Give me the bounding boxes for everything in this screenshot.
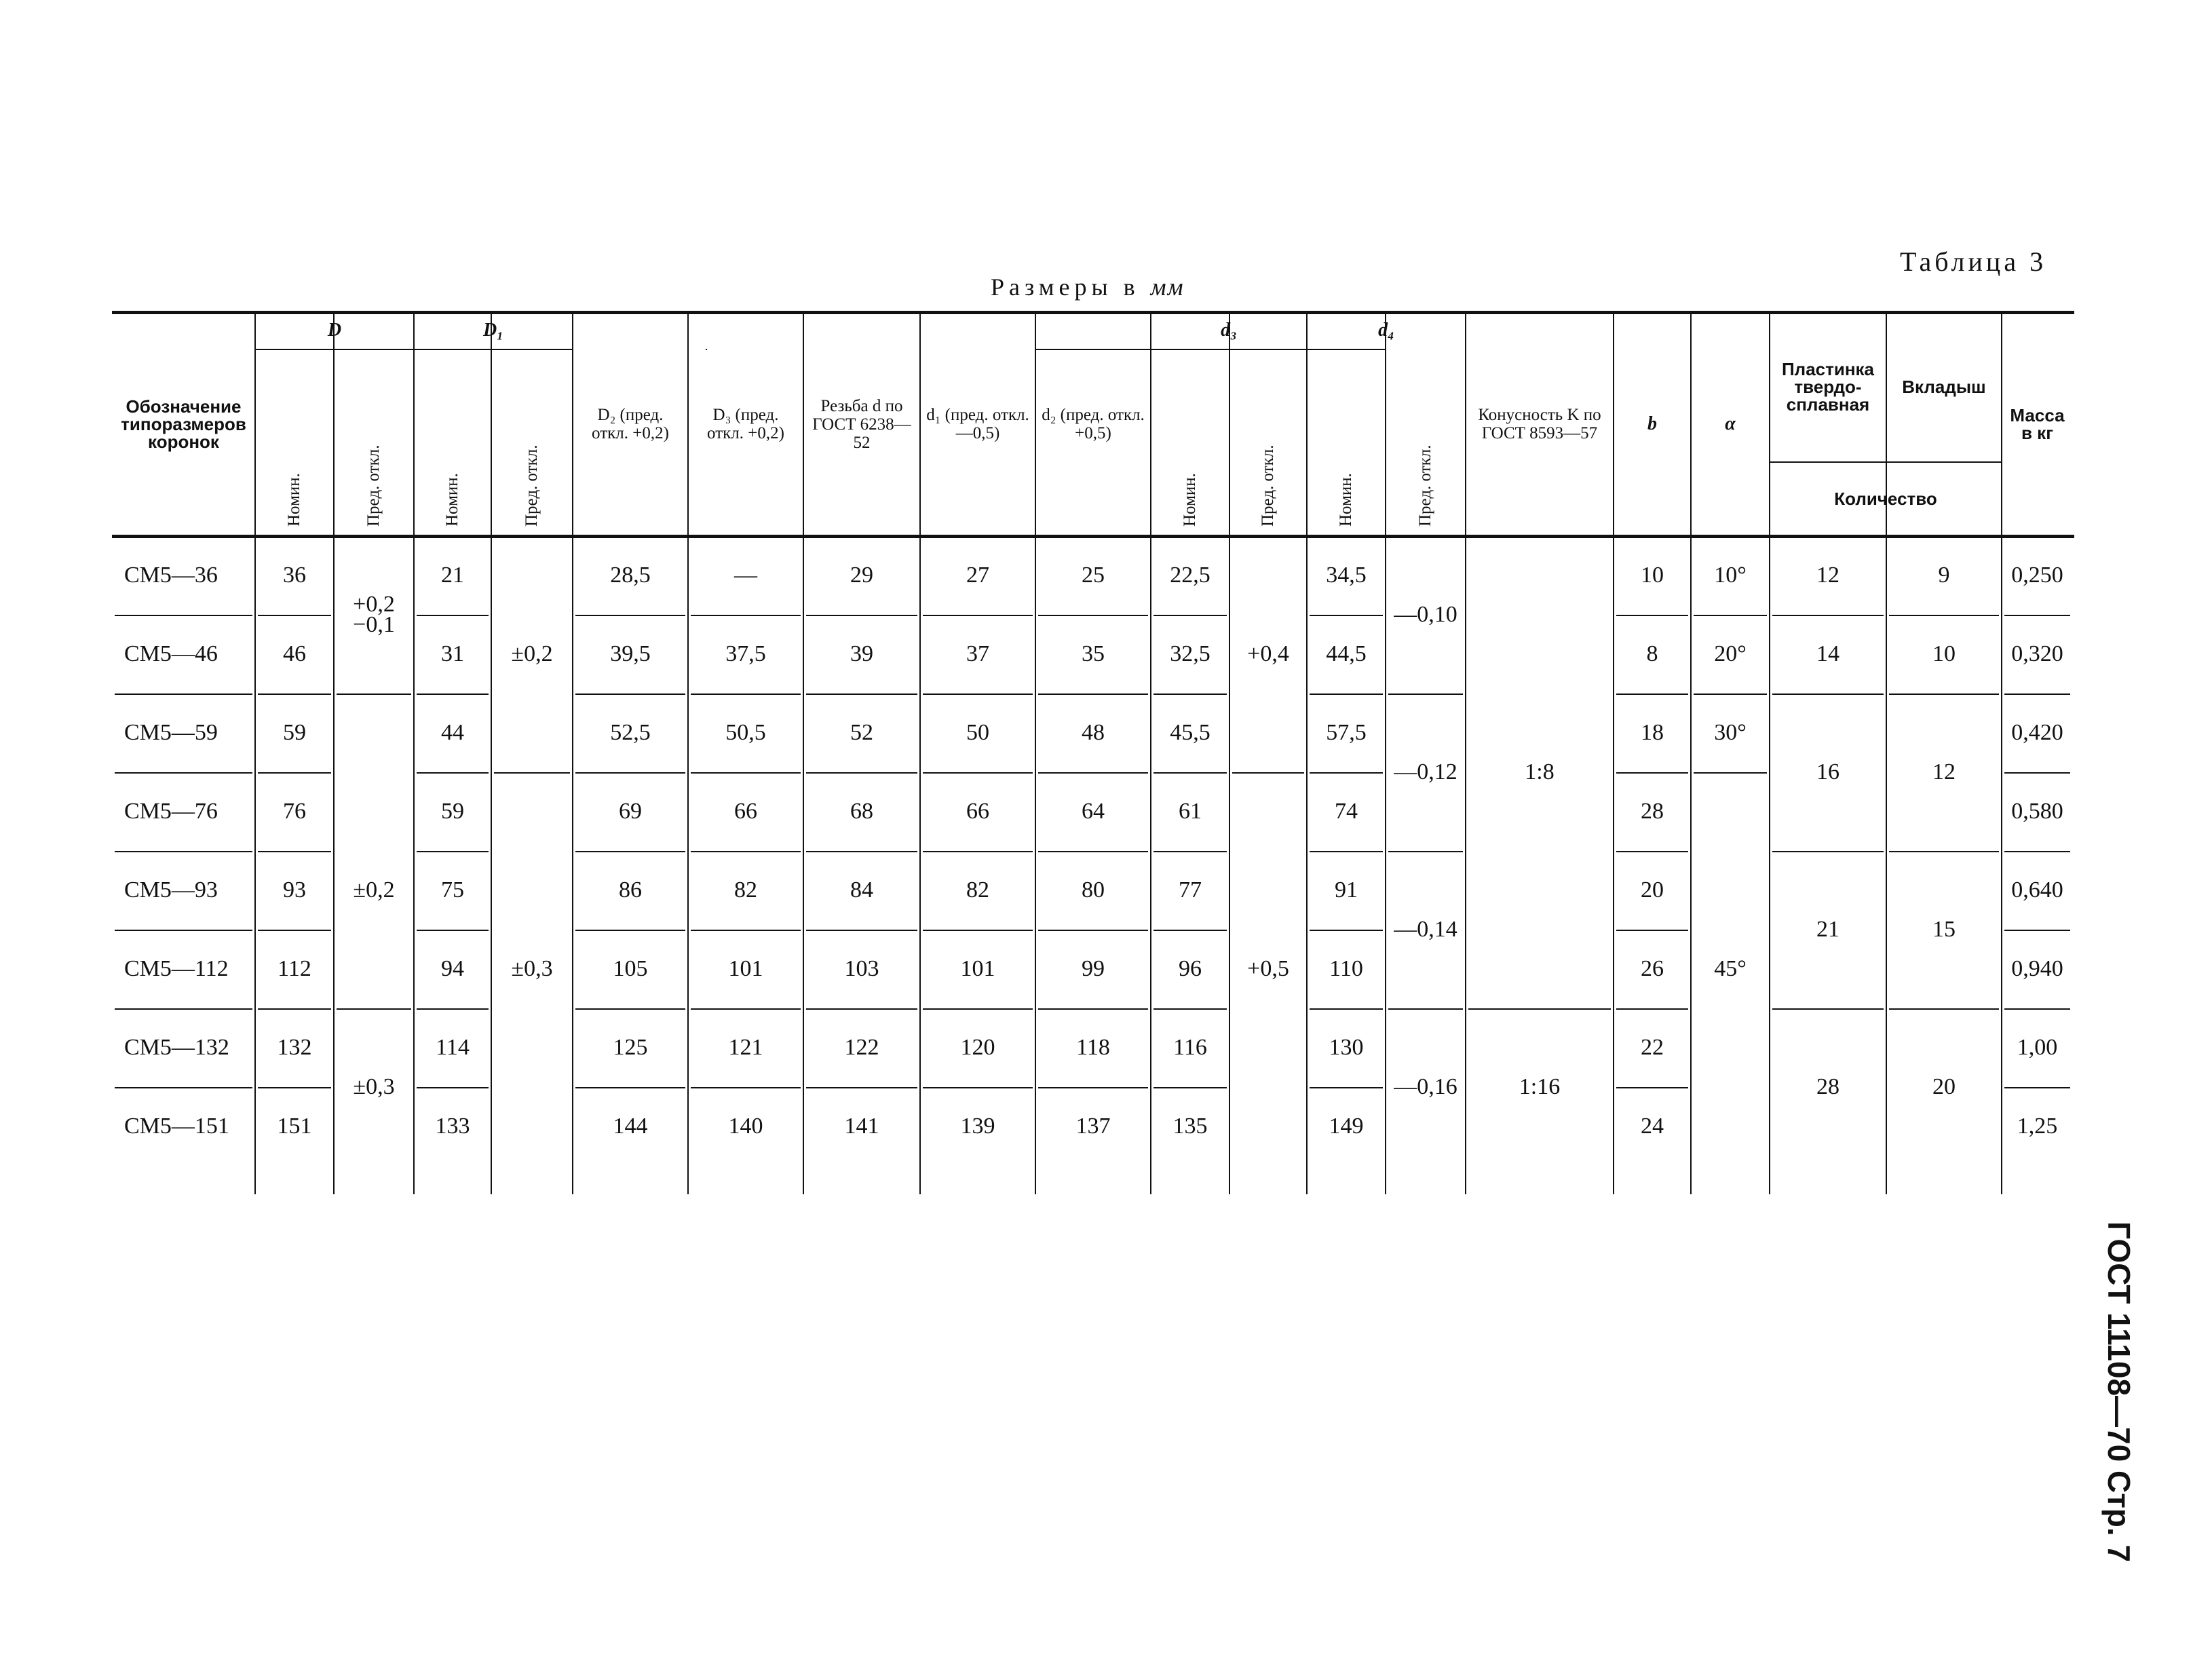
designation-cell: СМ5—112 xyxy=(124,956,229,981)
thread-cell: 103 xyxy=(844,956,879,981)
units-prefix: Размеры в xyxy=(991,273,1140,301)
D3-cell: — xyxy=(734,563,757,588)
d4-nominal-cell: 74 xyxy=(1335,799,1358,824)
plate-count-cell: 14 xyxy=(1816,641,1839,666)
units-caption xyxy=(991,273,1185,301)
d3-nominal-cell: 116 xyxy=(1173,1035,1207,1060)
designation-cell: СМ5—132 xyxy=(124,1035,229,1060)
thread-header: Резьба d по ГОСТ 6238—52 xyxy=(812,396,911,452)
d3-tolerance-cell: +0,4 xyxy=(1247,641,1289,666)
D-nominal-cell: 36 xyxy=(283,563,306,588)
D-tolerance-header: Пред. откл. xyxy=(364,444,383,527)
D1-header: D₁ xyxy=(483,320,503,341)
taper-cell: 1:16 xyxy=(1519,1074,1561,1099)
d1-cell: 37 xyxy=(966,641,989,666)
D3-cell: 140 xyxy=(728,1114,763,1139)
d1-cell: 82 xyxy=(966,877,989,902)
D1-tolerance-cell: ±0,2 xyxy=(511,641,553,666)
d1-cell: 50 xyxy=(966,720,989,745)
d2-cell: 25 xyxy=(1082,563,1105,588)
d2-header: d₂ (пред. откл. +0,5) xyxy=(1042,406,1145,442)
d4-nominal-cell: 57,5 xyxy=(1326,720,1367,745)
mass-cell: 0,580 xyxy=(2011,799,2063,824)
D1-nominal-cell: 94 xyxy=(441,956,464,981)
designation-header: Обозначение типоразмеров коронок xyxy=(121,396,246,452)
D-header: D xyxy=(327,320,342,341)
d3-nominal-header: Номин. xyxy=(1181,473,1199,527)
insert-count-cell: 20 xyxy=(1932,1074,1956,1099)
d4-tolerance-cell: —0,10 xyxy=(1394,602,1457,627)
thread-cell: 84 xyxy=(850,877,873,902)
D1-nominal-cell: 59 xyxy=(441,799,464,824)
b-cell: 10 xyxy=(1641,563,1664,588)
d4-nominal-header: Номин. xyxy=(1337,473,1355,527)
d2-cell: 35 xyxy=(1082,641,1105,666)
D-nominal-header: Номин. xyxy=(285,473,303,527)
table-number: Таблица 3 xyxy=(1900,246,2047,277)
d3-nominal-cell: 61 xyxy=(1179,799,1202,824)
d3-tolerance-header: Пред. откл. xyxy=(1259,444,1277,527)
D2-cell: 69 xyxy=(619,799,642,824)
thread-cell: 52 xyxy=(850,720,873,745)
thread-cell: 141 xyxy=(844,1114,879,1139)
d3-nominal-cell: 32,5 xyxy=(1170,641,1210,666)
D2-cell: 105 xyxy=(613,956,648,981)
d4-nominal-cell: 91 xyxy=(1335,877,1358,902)
standard-page-caption: ГОСТ 11108—70 Стр. 7 xyxy=(2101,1221,2137,1562)
designation-cell: СМ5—46 xyxy=(124,641,218,666)
units-unit: мм xyxy=(1150,273,1185,301)
designation-cell: СМ5—36 xyxy=(124,563,218,588)
D1-nominal-cell: 31 xyxy=(441,641,464,666)
d3-nominal-cell: 45,5 xyxy=(1170,720,1210,745)
d3-nominal-cell: 135 xyxy=(1172,1114,1208,1139)
d2-cell: 80 xyxy=(1082,877,1105,902)
D-nominal-cell: 132 xyxy=(277,1035,312,1060)
D1-nominal-cell: 44 xyxy=(441,720,464,745)
insert-count-cell: 10 xyxy=(1932,641,1956,666)
d1-cell: 66 xyxy=(966,799,989,824)
b-cell: 26 xyxy=(1641,956,1664,981)
alpha-cell: 30° xyxy=(1714,720,1747,745)
D3-cell: 101 xyxy=(728,956,763,981)
d2-cell: 64 xyxy=(1082,799,1105,824)
D2-cell: 86 xyxy=(619,877,642,902)
designation-cell: СМ5—93 xyxy=(124,877,218,902)
D1-tolerance-cell: ±0,3 xyxy=(511,956,553,981)
insert-header: Вкладыш xyxy=(1902,377,1986,397)
taper-cell: 1:8 xyxy=(1525,759,1555,784)
D-nominal-cell: 112 xyxy=(278,956,311,981)
D-nominal-cell: 93 xyxy=(283,877,306,902)
taper-header: Конусность K по ГОСТ 8593—57 xyxy=(1478,406,1601,442)
D3-cell: 66 xyxy=(734,799,757,824)
designation-cell: СМ5—151 xyxy=(124,1114,229,1139)
d1-cell: 120 xyxy=(960,1035,995,1060)
d1-cell: 101 xyxy=(960,956,995,981)
mass-cell: 0,320 xyxy=(2011,641,2063,666)
plate-header: Пластинка твердосплавная xyxy=(1781,359,1875,415)
D-nominal-cell: 151 xyxy=(277,1114,312,1139)
alpha-header: α xyxy=(1725,413,1736,434)
d3-nominal-cell: 22,5 xyxy=(1170,563,1210,588)
d4-tolerance-cell: —0,14 xyxy=(1394,917,1457,942)
D3-cell: 50,5 xyxy=(725,720,766,745)
insert-count-cell: 15 xyxy=(1932,917,1956,942)
mass-header: Масса в кг xyxy=(2010,405,2065,443)
row-rule xyxy=(337,694,411,695)
d4-nominal-cell: 130 xyxy=(1329,1035,1364,1060)
D3-cell: 37,5 xyxy=(725,641,766,666)
D-tolerance-cell: ±0,2 xyxy=(353,877,395,902)
alpha-cell: 10° xyxy=(1714,563,1747,588)
D2-cell: 144 xyxy=(613,1114,648,1139)
D1-nominal-cell: 21 xyxy=(441,563,464,588)
D1-tolerance-header: Пред. откл. xyxy=(522,444,541,527)
d4-header: d₄ xyxy=(1378,320,1394,341)
d4-tolerance-cell: —0,12 xyxy=(1394,759,1457,784)
mass-cell: 1,00 xyxy=(2017,1035,2058,1060)
insert-count-cell: 9 xyxy=(1938,563,1950,588)
b-cell: 22 xyxy=(1641,1035,1664,1060)
d3-nominal-cell: 96 xyxy=(1179,956,1202,981)
d1-header: d₁ (пред. откл. —0,5) xyxy=(926,406,1029,442)
quantity-header: Количество xyxy=(1834,489,1937,509)
D-tolerance-cell: +0,2 −0,1 xyxy=(353,592,395,637)
d4-tolerance-cell: —0,16 xyxy=(1394,1074,1457,1099)
D-tolerance-cell: ±0,3 xyxy=(353,1074,395,1099)
d4-tolerance-header: Пред. откл. xyxy=(1416,444,1434,527)
thread-cell: 68 xyxy=(850,799,873,824)
D2-cell: 28,5 xyxy=(610,563,651,588)
d4-nominal-cell: 34,5 xyxy=(1326,563,1367,588)
d3-header: d₃ xyxy=(1221,320,1237,341)
D2-cell: 39,5 xyxy=(610,641,651,666)
mass-cell: 0,250 xyxy=(2011,563,2063,588)
insert-count-cell: 12 xyxy=(1932,759,1956,784)
D1-nominal-cell: 75 xyxy=(441,877,464,902)
d2-cell: 48 xyxy=(1082,720,1105,745)
b-cell: 28 xyxy=(1641,799,1664,824)
plate-count-cell: 21 xyxy=(1816,917,1839,942)
alpha-cell: 45° xyxy=(1714,956,1747,981)
b-cell: 18 xyxy=(1641,720,1664,745)
D-nominal-cell: 59 xyxy=(283,720,306,745)
b-cell: 8 xyxy=(1646,641,1658,666)
mass-cell: 0,640 xyxy=(2011,877,2063,902)
b-cell: 24 xyxy=(1641,1114,1664,1139)
thread-cell: 29 xyxy=(850,563,873,588)
D3-cell: 82 xyxy=(734,877,757,902)
d2-cell: 118 xyxy=(1076,1035,1110,1060)
plate-count-cell: 28 xyxy=(1816,1074,1839,1099)
D2-cell: 125 xyxy=(613,1035,648,1060)
designation-cell: СМ5—76 xyxy=(124,799,218,824)
d4-nominal-cell: 149 xyxy=(1329,1114,1364,1139)
d2-cell: 99 xyxy=(1082,956,1105,981)
d2-cell: 137 xyxy=(1075,1114,1111,1139)
D1-nominal-cell: 133 xyxy=(435,1114,470,1139)
plate-count-cell: 12 xyxy=(1816,563,1839,588)
d4-nominal-cell: 44,5 xyxy=(1326,641,1367,666)
plate-count-cell: 16 xyxy=(1816,759,1839,784)
mass-cell: 1,25 xyxy=(2017,1114,2058,1139)
D3-header: D₃ (пред. откл. +0,2) xyxy=(707,406,784,442)
d3-nominal-cell: 77 xyxy=(1179,877,1202,902)
D1-nominal-header: Номин. xyxy=(443,473,461,527)
d4-nominal-cell: 110 xyxy=(1329,956,1363,981)
D1-nominal-cell: 114 xyxy=(436,1035,470,1060)
b-header: b xyxy=(1647,413,1657,434)
mass-cell: 0,940 xyxy=(2011,956,2063,981)
D3-cell: 121 xyxy=(728,1035,763,1060)
b-cell: 20 xyxy=(1641,877,1664,902)
d3-tolerance-cell: +0,5 xyxy=(1247,956,1289,981)
d1-cell: 27 xyxy=(966,563,989,588)
D2-cell: 52,5 xyxy=(610,720,651,745)
D-nominal-cell: 46 xyxy=(283,641,306,666)
D-nominal-cell: 76 xyxy=(283,799,306,824)
alpha-cell: 20° xyxy=(1714,641,1747,666)
D2-header: D₂ (пред. откл. +0,2) xyxy=(592,406,669,442)
d1-cell: 139 xyxy=(960,1114,995,1139)
designation-cell: СМ5—59 xyxy=(124,720,218,745)
thread-cell: 122 xyxy=(844,1035,879,1060)
thread-cell: 39 xyxy=(850,641,873,666)
mass-cell: 0,420 xyxy=(2011,720,2063,745)
